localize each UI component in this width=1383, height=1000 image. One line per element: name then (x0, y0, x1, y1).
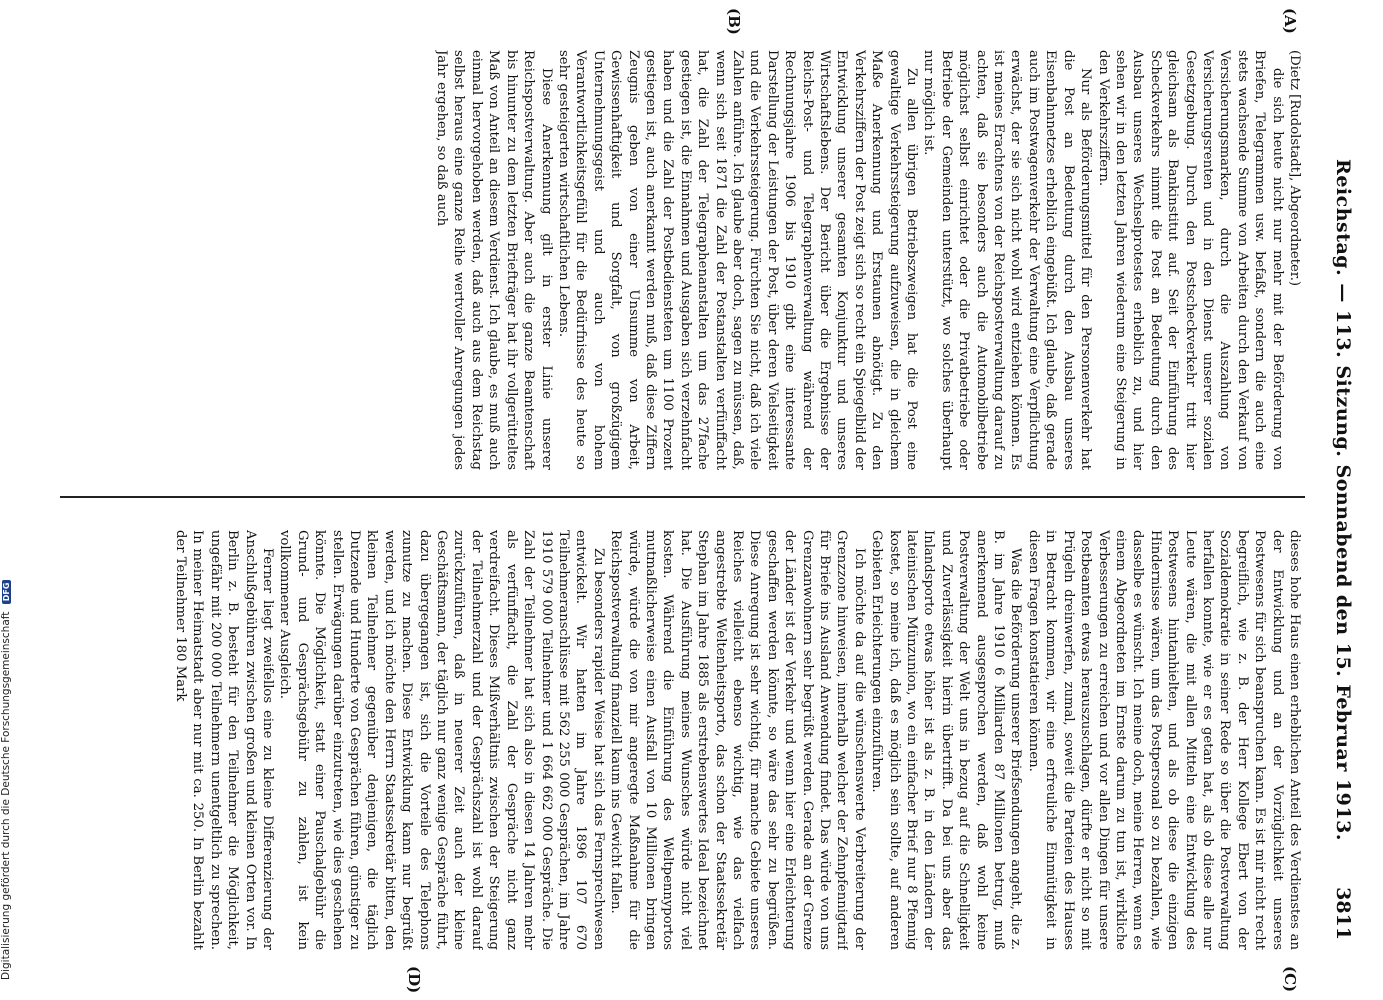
dfg-logo: DFG (2, 580, 11, 605)
paragraph: die sich heute nicht nur mehr mit der Beförderung von Briefen, Telegrammen usw. befaßt, sondern die auch eine stets wachsende Summe von Arbeiten durch den Verkauf von Versicherungsmarken, durch die Auszahlung von Versicherungsrenten und in den Dienst unserer sozialen Gesetzgebung. Durch den Postscheckverkehr tritt hier gleichsam als Bankinstitut auf. Seit der Einführung des Scheckverkehrs nimmt die Post an Bedeutung durch den Ausbau unseres Wechselprotestes erheblich zu, und hier sehen wir in den letzten Jahren wiederum eine Steigerung in den Verkehrsziffern. (1095, 50, 1285, 470)
speaker-note: (Dietz [Rudolstadt], Abgeordneter.) (1287, 50, 1302, 287)
digitization-credit-text: Digitalisierung gefördert durch die Deutsche Forschungsgemeinschaft (0, 611, 12, 980)
paragraph: Nur als Beförderungsmittel für den Personenverkehr hat die Post an Bedeutung durch den Ausbau unseres Eisenbahnnetzes erheblich eingebüßt. Ich glaube, daß gerade auch im Postwagenverkehr der Verwaltung eine Verpflichtung erwächst, der sie sich nicht wohl wird entziehen können. Es ist meines Erachtens von der Reichspostverwaltung darauf zu achten, daß sie besonders auch die Automobilbetriebe möglichst selbst einrichtet oder die Privatbetriebe oder Betriebe der Gemeinden unterstützt, wo solches überhaupt nur möglich ist. (921, 50, 1094, 470)
margin-mark-b: (B) (725, 8, 743, 35)
column-divider (60, 496, 1305, 498)
paragraph: Was die Beförderung unserer Briefsendungen angeht, die z. B. im Jahre 1910 6 Milliarden 87 Millionen betrug, muß anerkennend ausgesprochen werden, daß wohl keine Postverwaltung der Welt uns in bezug auf die Schnelligkeit und Zuverlässigkeit hierin übertrifft. Da bei uns aber das Inlandsporto etwas höher ist als z. B. in den Ländern der lateinischen Münzunion, wo ein einfacher Brief nur 8 Pfennig kostet, so meine ich, daß es möglich sein sollte, auf anderen Gebieten Erleichterungen einzuführen. (869, 530, 1024, 950)
margin-mark-a: (A) (1281, 8, 1299, 34)
right-text-column (60, 530, 1303, 950)
paragraph: Ferner liegt zweifellos eine zu kleine Differenzierung der Anschlußgebühren zwischen großen und kleinen Orten vor. In Berlin z. B. besteht für den Teilnehmer die Möglichkeit, ungefähr mit 200 000 Teilnehmern unentgeltlich zu sprechen. In meiner Heimatstadt aber nur mit ca. 250. In Berlin bezahlt der Teilnehmer 180 Mark (173, 530, 276, 950)
page-header (1323, 60, 1363, 940)
digitization-credit-strip (0, 0, 20, 1000)
paragraph: Ich möchte da auf die wünschenswerte Verbreiterung der Grenzzone hinweisen, innerhalb welcher der Zehnpfennigtarif für Briefe ins Ausland Anwendung findet. Das würde von uns Grenzanwohnern sehr begrüßt werden. Gerade an der Grenze der Länder ist der Verkehr und wenn hier eine Erleichterung geschaffen werden könnte, so wäre das sehr zu begrüßen. Diese Anregung ist sehr wichtig, für manche Gebiete unseres Reiches vielleicht ebenso wichtig, wie das vielfach angestrebte Weltenheitsporto, das schon der Staatssekretär Stephan im Jahre 1885 als erstrebenswertes Ideal bezeichnet hat. Die Ausführung meines Wunsches würde nicht viel kosten. Während die Einführung des Weltpennyportos mutmaßlicherweise einen Ausfall von 10 Millionen bringen würde, würde die von mir angeregte Maßnahme für die Reichspostverwaltung finanziell kaum ins Gewicht fallen. (608, 530, 867, 950)
page-title: Reichstag. — 113. Sitzung. Sonnabend den 15. Februar 1913. (1332, 159, 1354, 841)
paragraph: Zu besonders rapider Weise hat sich das Fernsprechwesen entwickelt. Wir hatten im Jahre 1896 107 670 Teilnehmeranschlüsse mit 562 255 000 Gesprächen, im Jahre 1910 579 000 Teilnehmer und 1 664 662 000 Gespräche. Die Zahl der Teilnehmer hat sich also in diesen 14 Jahren mehr als verfünffacht, die Zahl der Gespräche nicht ganz verdreifacht. Dieses Mißverhältnis zwischen der Steigerung der Teilnehmerzahl und der Gesprächszahl ist wohl darauf zurückzuführen, daß in neuerer Zeit auch der kleine Geschäftsmann, der täglich nur ganz wenige Gespräche führt, dazu übergegangen ist, sich die Vorteile des Telephons zunutze zu machen. Diese Entwicklung kann nur begrüßt werden, und ich möchte den Herrn Staatssekretär bitten, den kleinen Teilnehmer gegenüber denjenigen, die täglich Dutzende und Hunderte von Gesprächen führen, günstiger zu stellen. Erwägungen darüber einzutreten, wie dies geschehen könnte. Die Möglichkeit, statt einer Pauschalgebühr die Grund- und Gesprächsgebühr zu zahlen, ist kein vollkommener Ausgleich. (277, 530, 606, 950)
margin-mark-c: (C) (1281, 966, 1299, 993)
paragraph: Zu allen übrigen Betriebszweigen hat die Post eine gewaltige Verkehrssteigerung aufzuweisen, die in gleichem Maße Anerkennung und Erstaunen abnötigt. Zu den Verkehrsziffern der Post zeigt sich so recht ein Spiegelbild der Entwicklung unserer gesamten Konjunktur und unseres Wirtschaftslebens. Der Bericht über die Ergebnisse der Reichs-Post- und Telegraphenverwaltung während der Rechnungsjahre 1906 bis 1910 gibt eine interessante Darstellung der Leistungen der Post, über deren Vielseitigkeit und die Verkehrssteigerung. Fürchten Sie nicht, daß ich viele Zahlen anführe. Ich glaube aber doch, sagen zu müssen, daß, wenn sich seit 1871 die Zahl der Postanstalten verfünffacht hat, die Zahl der Telegraphenanstalten um das 27fache gestiegen ist, die Einnahmen und Ausgaben sich verzehnfacht haben und die Zahl der Postbediensteten um 1100 Prozent gestiegen ist, auch anerkannt werden muß, daß diese Ziffern Zeugnis geben von einer Unsumme von Arbeit, Gewissenhaftigkeit und Sorgfalt, von großzügigem Unternehmungsgeist und auch von hohem Verantwortlichkeitsgefühl für die Bedürfnisse des heute so sehr gesteigerten wirtschaftlichen Lebens. (555, 50, 920, 470)
left-text-column (60, 50, 1303, 470)
page-number: 3811 (1332, 887, 1354, 940)
paragraph: Diese Anerkennung gilt in erster Linie unserer Reichspostverwaltung. Aber auch die ganze Beamtenschaft bis hinunter zu dem letzten Briefträger hat ihr vollgerütteltes Maß von Anteil an diesem Verdienst. Ich glaube, es muß auch einmal hervorgehoben werden, daß auch aus dem Reichstag selbst heraus eine ganze Reihe wertvoller Anregungen jedes Jahr ergehen, so daß auch (434, 50, 554, 470)
paragraph: dieses hohe Haus einen erheblichen Anteil des Verdienstes an der Entwicklung und an der Vorzüglichkeit unseres Postwesens für sich beanspruchen kann. Es ist mir nicht recht begreiflich, wie z. B. der Herr Kollege Ebert von der Sozialdemokratie in seiner Rede so über die Postverwaltung herfallen konnte, wie er es getan hat, als ob diese alle nur Leute wären, die mit allen Mitteln eine Entwicklung des Postwesens hintanhielten, und als ob diese die einzigen Hindernisse wären, um das Postpersonal so zu bezahlen, wie dasselbe es wünscht. Ich meine doch, meine Herren, wenn es einem Abgeordneten im Ernste darum zu tun ist, wirkliche Verbesserungen zu erreichen und vor allen Dingen für unsere Postbeamten etwas herauszuschlagen, dürfte er nicht so mit Prügeln dreinwerfen, zumal, soweit die Parteien des Hauses in Betracht kommen, wir eine erfreuliche Einmütigkeit in diesen Fragen konstatieren können. (1025, 530, 1302, 950)
margin-mark-d: (D) (405, 966, 423, 994)
